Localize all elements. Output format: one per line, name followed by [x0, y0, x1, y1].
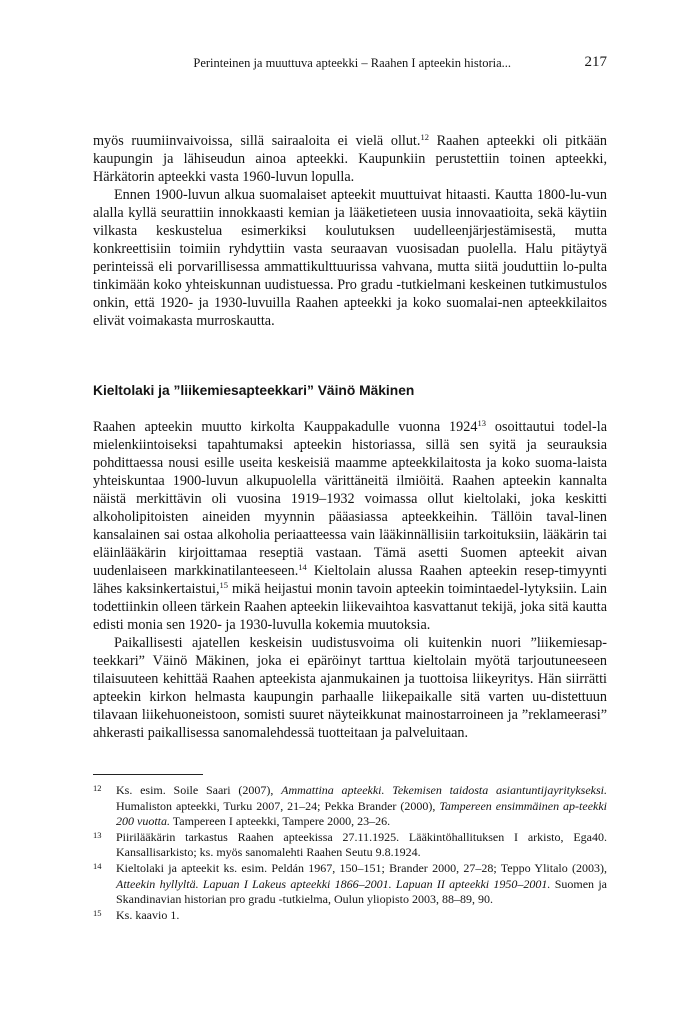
footnote-number: 13	[93, 829, 102, 840]
text-run: Paikallisesti ajatellen keskeisin uudistusvoima oli kuitenkin nuori ”liikemiesap-teekkari” Väinö Mäkinen, joka ei epäröinyt tarttua kieltolain myötä tarjoutuneeseen tilaisuuteen kehittää Raahen apteekista ajanmukainen ja tuottoisa liikeyritys. Hän siirrätti apteekin kirkon helmasta kaupungin parhaalle liikepaikalle sitä varten uu-distettuun tilavaan liikehuoneistoon, somisti suuret näyteikkunat mainostarroineen ja ”reklameerasi” ahkerasti paikallisessa sanomalehdessä tuotteitaan ja palveluitaan.	[93, 635, 607, 741]
text-run: Ks. kaavio 1.	[116, 907, 180, 922]
section-heading: Kieltolaki ja ”liikemiesapteekkari” Väinö Mäkinen	[93, 383, 415, 398]
text-run: mikä heijastui monin tavoin apteekin toimintaedel-lytyksiin. Lain todettiinkin olleen tärkein Raahen apteekin liikevaihtoa kasvattanut tekijä, joka sitä kautta edisti monia sen 1920- ja 1930-luvulla kokemia muutoksia.	[93, 581, 607, 633]
paragraph	[93, 418, 607, 634]
italic-title: Atteekin hyllyltä. Lapuan I Lakeus apteekki 1866–2001. Lapuan II apteekki 1950–2001.	[116, 876, 551, 891]
running-header	[93, 54, 607, 74]
text-run: osoittautui todel-la mielenkiintoiseksi tapahtumaksi apteekin historiassa, sillä sen syitä ja seurauksia pohdittaessa nousi esille useita keskeisiä maamme apteekkilaitosta ja koko suoma-laista yhteiskuntaa 1900-luvun alkupuolella värittäneitä ilmiöitä. Raahen apteekin kannalta näistä merkittävin oli vuosina 1919–1932 voimassa ollut kieltolaki, joka keskitti alkoholipitoisten aineiden myynnin pääasiassa apteekkeihin. Tällöin taval-linen kansalainen sai ostaa alkoholia periaatteessa vain lääkinnällisiin tarkoituksiin, lääkärin tai eläinlääkärin kirjoittamaa reseptiä vastaan. Tämä asetti Suomen apteekit aivan uudenlaiseen markkinatilanteeseen.	[93, 419, 607, 579]
italic-title: Ammattina apteekki. Tekemisen taidosta asiantuntijayritykseksi.	[281, 783, 607, 797]
footnote-ref: 14	[298, 562, 307, 572]
footnote-ref: 12	[420, 132, 429, 142]
section-body	[93, 418, 607, 742]
intro-text	[93, 132, 607, 330]
italic-title: Tampereen ensimmäinen ap-teekki 200 vuotta.	[116, 798, 608, 829]
text-run: Raahen apteekin muutto kirkolta Kauppakadulle vuonna 1924	[93, 419, 478, 435]
footnote	[93, 830, 607, 861]
text-run: Piirilääkärin tarkastus Raahen apteekissa 27.11.1925. Lääkintöhallituksen I arkisto, Ega40. Kansallisarkisto; ks. myös sanomalehti Raahen Seutu 9.8.1924.	[116, 829, 607, 860]
footnote-separator	[93, 774, 203, 775]
text-run: Ks. esim. Soile Saari (2007),	[116, 783, 282, 797]
footnote	[93, 783, 607, 830]
page-number: 217	[584, 54, 607, 70]
running-title: Perinteinen ja muuttuva apteekki – Raahen I apteekin historia...	[193, 56, 511, 70]
footnote-ref: 15	[219, 580, 229, 590]
paragraph	[93, 186, 607, 330]
footnotes	[93, 783, 607, 923]
footnote	[93, 908, 607, 924]
text-run: Kieltolain alussa Raahen apteekin resep-timyynti lähes kaksinkertaistui,	[93, 563, 607, 597]
text-run: Raahen apteekki oli pitkään kaupungin ja lähiseudun ainoa apteekki. Kaupunkiin perustettiin toinen apteekki, Härkätorin apteekki vasta 1960-luvun lopulla.	[93, 133, 608, 185]
paragraph	[93, 132, 607, 186]
footnote	[93, 861, 607, 908]
paragraph	[93, 634, 607, 742]
text-run: Ennen 1900-luvun alkua suomalaiset apteekit muuttuivat hitaasti. Kautta 1800-lu-vun alalla kyllä seurattiin innokkaasti kemian ja lääketieteen uusia innovaatioita, sekä käytiin vilkasta keskustelua esimerkiksi koulutuksen uudelleenjärjestämisestä, mutta konkreettisiin toimiin ryhdyttiin vasta seuraavan vuosisadan puolella. Halu pitäytyä perinteissä eli porvarillisessa ammattikulttuurissa vahvana, mutta siitä jouduttiin lo-pulta tinkimään koko yhteiskunnan uudistuessa. Pro gradu -tutkielmani keskeinen tutkimustulos onkin, että 1920- ja 1930-luvuilla Raahen apteekki ja koko suomalai-nen apteekkilaitos elivät voimakasta murroskautta.	[93, 187, 607, 329]
footnote-number: 12	[93, 783, 102, 793]
text-run: Suomen ja Skandinavian historian pro gradu -tutkielma, Oulun yliopisto 2003, 88–89, 90.	[116, 876, 608, 907]
text-run: Humaliston apteekki, Turku 2007, 21–24; Pekka Brander (2000),	[116, 798, 440, 813]
text-run: Tampereen I apteekki, Tampere 2000, 23–26.	[170, 814, 391, 829]
text-run: Kieltolaki ja apteekit ks. esim. Peldán 1967, 150–151; Brander 2000, 27–28; Teppo Ylitalo (2003),	[116, 860, 607, 875]
footnote-number: 14	[93, 860, 102, 871]
text-run: myös ruumiinvaivoissa, sillä sairaaloita ei vielä ollut.	[93, 133, 421, 149]
footnote-ref: 13	[477, 418, 486, 428]
footnote-number: 15	[93, 907, 102, 918]
